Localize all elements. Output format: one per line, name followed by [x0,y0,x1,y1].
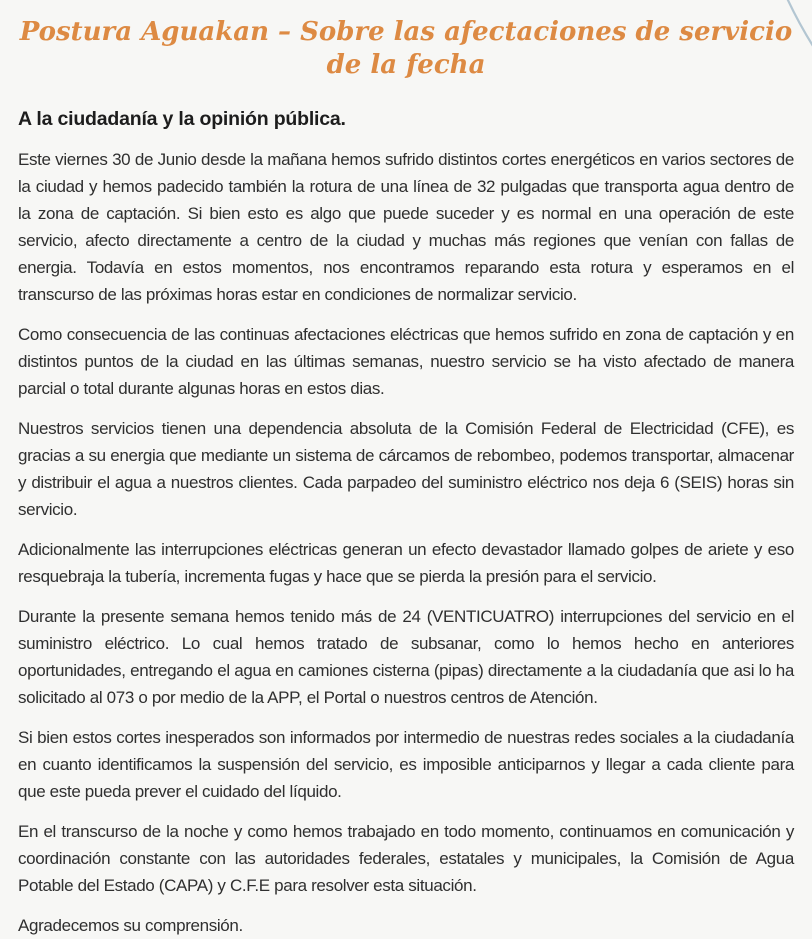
paragraph-coordination-authorities: En el transcurso de la noche y como hemos trabajado en todo momento, continuamos en comunicación y coordinación constante con las autoridades federales, estatales y municipales, la Comisión de Agua Potable del Estado (CAPA) y C.F.E para resolver esta situación. [18,822,794,895]
paragraph-water-hammer: Adicionalmente las interrupciones eléctricas generan un efecto devastador llamado golpes de ariete y eso resquebraja la tubería, incrementa fugas y hace que se pierda la presión para el servicio. [18,540,794,586]
closing-line: Agradecemos su comprensión. [18,916,243,935]
paragraph-interruptions-count: Durante la presente semana hemos tenido más de 24 (VENTICUATRO) interrupciones del servicio en el suministro eléctrico. Lo cual hemos tratado de subsanar, como lo hemos hecho en anteriores oportunidades, entregando el agua en camiones cisterna (pipas) directamente a la ciudadanía que asi lo ha solicitado al 073 o por medio de la APP, el Portal o nuestros centros de Atención. [18,607,794,707]
paragraph-service-affected: Como consecuencia de las continuas afectaciones eléctricas que hemos sufrido en zona de captación y en distintos puntos de la ciudad en las últimas semanas, nuestro servicio se ha visto afectado de manera parcial o total durante algunas horas en estos dias. [18,325,794,398]
document-title: Postura Aguakan – Sobre las afectaciones de servicio de la fecha [19,17,793,80]
paragraph-power-outages: Este viernes 30 de Junio desde la mañana hemos sufrido distintos cortes energéticos en varios sectores de la ciudad y hemos padecido también la rotura de una línea de 32 pulgadas que transporta agua dentro de la zona de captación. Si bien esto es algo que puede suceder y es normal en una operación de este servicio, afecto directamente a centro de la ciudad y muchas más regiones que venían con fallas de energia. Todavía en estos momentos, nos encontramos reparando esta rotura y esperamos en el transcurso de las próximas horas estar en condiciones de normalizar servicio. [18,150,794,304]
document-body [18,146,794,899]
paragraph-social-media-notice: Si bien estos cortes inesperados son informados por intermedio de nuestras redes sociales a la ciudadanía en cuanto identificamos la suspensión del servicio, es imposible anticiparnos y llegar a cada cliente para que este pueda prever el cuidado del líquido. [18,728,794,801]
paragraph-cfe-dependency: Nuestros servicios tienen una dependencia absoluta de la Comisión Federal de Electricidad (CFE), es gracias a su energia que mediante un sistema de cárcamos de rebombeo, podemos transportar, almacenar y distribuir el agua a nuestros clientes. Cada parpadeo del suministro eléctrico nos deja 6 (SEIS) horas sin servicio. [18,419,794,519]
salutation-line: A la ciudadanía y la opinión pública. [18,108,346,130]
